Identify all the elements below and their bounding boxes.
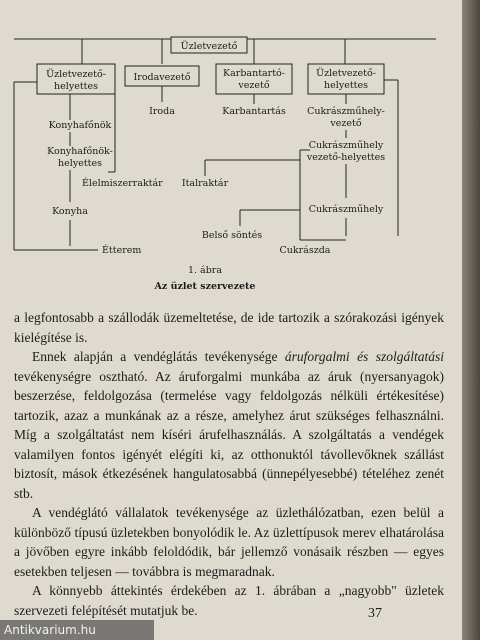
node-cukraszmuhely-vh-l1: Cukrászműhely	[308, 140, 384, 151]
node-helyettes-l1: Üzletvezető-	[46, 69, 106, 80]
node-helyettes2-l1: Üzletvezető-	[316, 68, 376, 79]
org-chart	[0, 0, 470, 300]
paragraph-2-emphasis: áruforgalmi és szolgáltatási	[284, 349, 444, 364]
figure-title: Az üzlet szervezete	[154, 281, 256, 292]
figure-number: 1. ábra	[187, 265, 223, 276]
node-konyhafonok-h-l2: helyettes	[58, 158, 102, 169]
paragraph-2	[14, 347, 444, 503]
node-cukraszmuhely-v-l1: Cukrászműhely-	[307, 106, 385, 117]
paragraph-3: A vendéglátó vállalatok tevékenysége az üzlethálózatban, ezen belül a különböző típusú üzletekben bonyolódik le. Az üzlettípusok merev elhatárolása a jövőben egyre inkább feloldódik, bár jellemző vonásaik részben — egyes esetekben teljesen — továbbra is megmaradnak.	[14, 505, 444, 579]
node-italraktar: Italraktár	[181, 178, 229, 189]
node-helyettes-l2: helyettes	[54, 81, 98, 92]
node-belso-sontes: Belső söntés	[201, 230, 263, 241]
node-top: Üzletvezető	[180, 41, 238, 52]
node-cukraszmuhely-v-l2: vezető	[330, 118, 362, 129]
paragraph-2-start: Ennek alapján a vendéglátás tevékenysége	[32, 349, 285, 364]
node-karbantarto-l1: Karbantartó-	[223, 68, 285, 79]
paragraph-4: A könnyebb áttekintés érdekében az 1. ábrában a „nagyobb" üzletek szervezeti felépítését mutatjuk be.	[14, 583, 444, 618]
node-konyhafonok-h-l1: Konyhafőnök-	[47, 146, 113, 157]
node-konyha: Konyha	[52, 206, 88, 217]
page-number: 37	[368, 606, 382, 621]
node-karbantartas: Karbantartás	[222, 106, 286, 117]
watermark: Antikvarium.hu	[0, 620, 154, 640]
node-irodavezeto: Irodavezető	[133, 72, 191, 83]
node-iroda: Iroda	[149, 106, 175, 117]
paragraph-2-rest: tevékenységre osztható. Az áruforgalmi munkába az áruk (nyersanyagok) beszerzése, feldolgozása (termelése vagy feldolgozás nélküli értékesítése) tartozik, azaz a munkának az a része, amelyhez árut szükséges felhasználni. Míg a szolgáltatást nem kíséri árufelhasználás. A szolgáltatás a vendégek valamilyen fontos igényét elégíti ki, az otthonuktól távollevőknek szállást biztosít, mások étkezésének hangulatosabbá (ünnepélyesebbé) tételéhez zenét stb.	[14, 368, 444, 501]
node-cukraszmuhely: Cukrászműhely	[308, 204, 384, 215]
node-karbantarto-l2: vezető	[238, 80, 270, 91]
book-spine	[462, 0, 480, 640]
paragraph-1: a legfontosabb a szállodák üzemeltetése, de ide tartozik a szórakozási igények kielégítése is.	[14, 310, 444, 345]
node-helyettes2-l2: helyettes	[324, 80, 368, 91]
node-elelmiszerraktar: Élelmiszerraktár	[82, 178, 163, 189]
node-etterem: Étterem	[102, 245, 142, 256]
node-cukraszmuhely-vh-l2: vezető-helyettes	[306, 152, 386, 163]
node-cukraszda: Cukrászda	[279, 245, 331, 256]
body-text	[14, 308, 444, 620]
node-konyhafonok: Konyhafőnök	[48, 120, 112, 131]
